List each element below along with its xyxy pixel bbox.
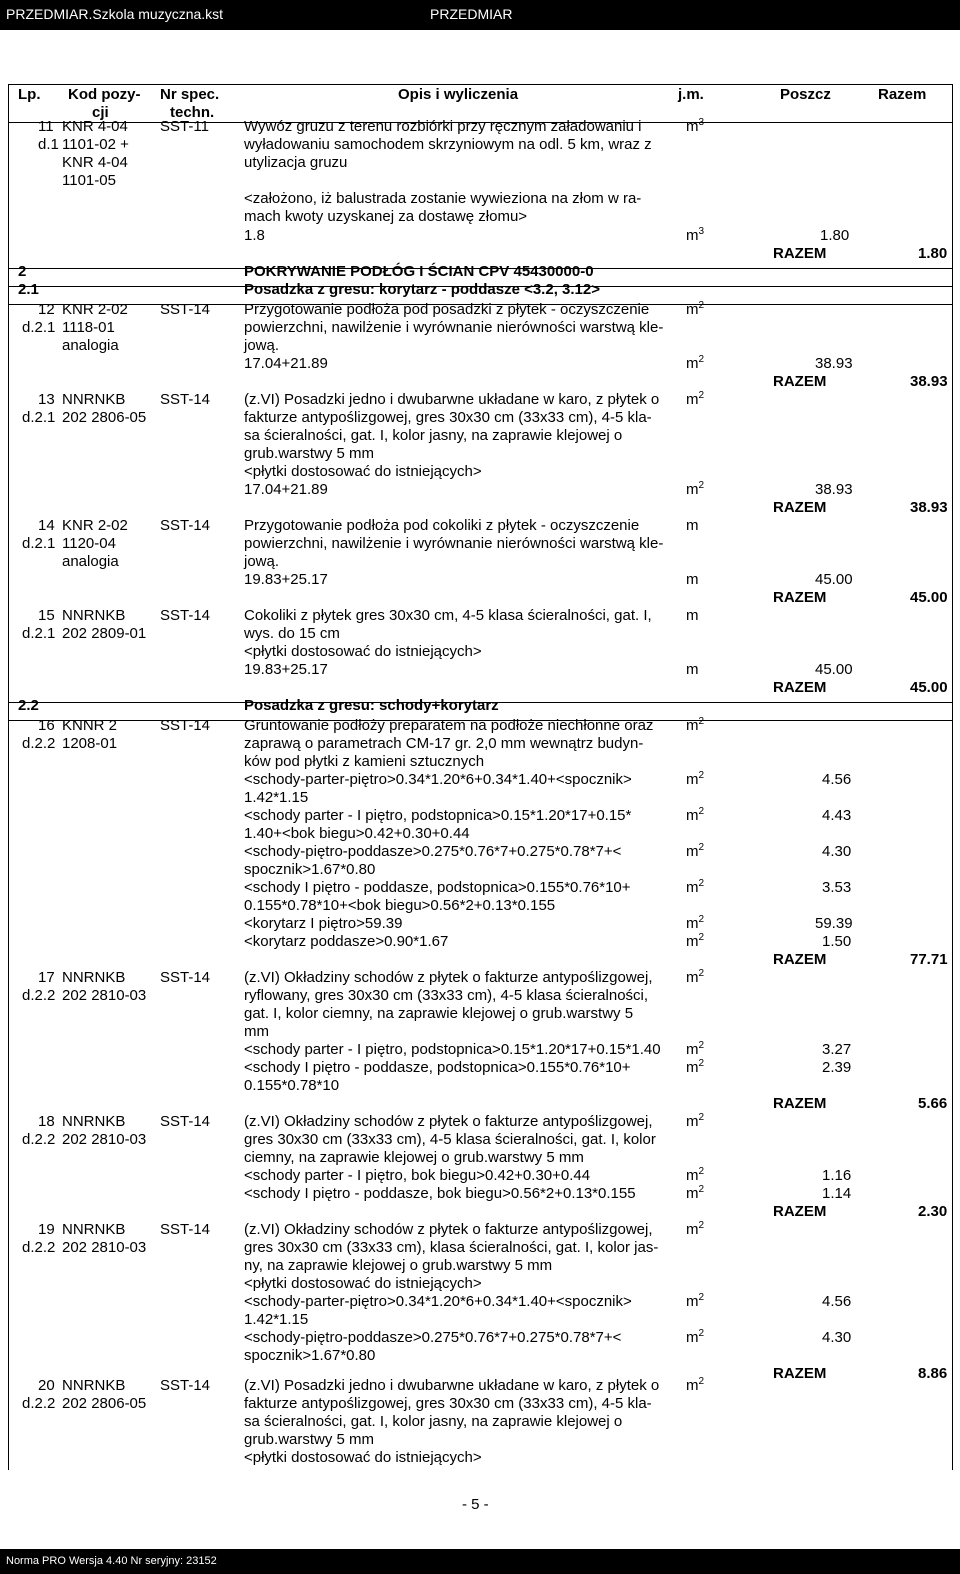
col-header-nr-line1: Nr spec. bbox=[160, 86, 220, 103]
text-run: Posadzka z gresu: schody+korytarz bbox=[244, 697, 499, 714]
text-run: mm bbox=[244, 1023, 269, 1040]
text-run: $m^2$ bbox=[686, 354, 705, 372]
text-run: <schody parter - I piętro, podstopnica>0.15*1.20*17+0.15* bbox=[244, 807, 632, 824]
text-run: NNRNKB bbox=[62, 1221, 126, 1238]
text-run: wys. do 15 cm bbox=[244, 625, 340, 642]
text-run: 16 bbox=[38, 717, 55, 734]
text-run: utylizacja gruzu bbox=[244, 154, 348, 171]
text-run: 17.04+21.89 bbox=[244, 481, 328, 498]
col-header-razem: Razem bbox=[878, 86, 927, 103]
text-run: SST-14 bbox=[160, 969, 211, 986]
text-run: m bbox=[686, 607, 699, 624]
text-run: d.1 bbox=[38, 136, 59, 153]
text-run: 3.27 bbox=[822, 1041, 852, 1058]
text-run: analogia bbox=[62, 553, 119, 570]
software-version-footer: Norma PRO Wersja 4.40 Nr seryjny: 23152 bbox=[6, 1555, 217, 1567]
text-run: 1120-04 bbox=[62, 535, 116, 552]
text-run: 2.1 bbox=[18, 281, 39, 298]
col-header-poszcz: Poszcz bbox=[780, 86, 831, 103]
text-run: SST-14 bbox=[160, 301, 211, 318]
text-run: <schody parter - I piętro, bok biegu>0.42+0.30+0.44 bbox=[244, 1167, 591, 1184]
text-run: 11 bbox=[38, 118, 54, 135]
text-run: 19.83+25.17 bbox=[244, 661, 328, 678]
razem-label: RAZEM bbox=[773, 679, 827, 696]
text-run: ciemny, na zaprawie klejowej o grub.warstwy 5 mm bbox=[244, 1149, 584, 1166]
text-run: <schody parter - I piętro, podstopnica>0.15*1.20*17+0.15*1.40 bbox=[244, 1041, 661, 1058]
text-run: 17 bbox=[38, 969, 55, 986]
text-run: grub.warstwy 5 mm bbox=[244, 445, 375, 462]
razem-label: RAZEM bbox=[773, 1365, 827, 1382]
text-run: 38.93 bbox=[815, 355, 853, 372]
col-header-lp: Lp. bbox=[18, 86, 41, 103]
text-run: 1.42*1.15 bbox=[244, 789, 309, 806]
text-run: NNRNKB bbox=[62, 607, 126, 624]
text-run: 14 bbox=[38, 517, 55, 534]
text-run: 1101-05 bbox=[62, 172, 116, 189]
text-run: $m^2$ bbox=[686, 716, 705, 734]
razem-label: RAZEM bbox=[773, 589, 827, 606]
text-run: $m^2$ bbox=[686, 914, 705, 932]
text-run: d.2.1 bbox=[22, 625, 56, 642]
text-run: 1.80 bbox=[820, 227, 850, 244]
text-run: 2.39 bbox=[822, 1059, 852, 1076]
text-run: KNNR 2 bbox=[62, 717, 118, 734]
text-run: Wywóz gruzu z terenu rozbiórki przy ręcznym załadowaniu i bbox=[244, 118, 642, 135]
text-run: jową. bbox=[244, 553, 280, 570]
text-run: sa ścieralności, gat. I, kolor jasny, na zaprawie klejowej o bbox=[244, 427, 623, 444]
text-run: 38.93 bbox=[910, 373, 948, 390]
text-run: SST-14 bbox=[160, 517, 211, 534]
text-run: Przygotowanie podłoża pod cokoliki z płytek - oczyszczenie bbox=[244, 517, 640, 534]
text-run: $m^3$ bbox=[686, 226, 705, 244]
text-run: gres 30x30 cm (33x33 cm), 4-5 klasa ścieralności, gat. I, kolor bbox=[244, 1131, 656, 1148]
text-run: SST-14 bbox=[160, 717, 211, 734]
text-run: $m^2$ bbox=[686, 1376, 705, 1394]
text-run: (z.VI) Okładziny schodów z płytek o fakturze antypoślizgowej, bbox=[244, 1221, 653, 1238]
text-run: d.2.2 bbox=[22, 1239, 56, 1256]
text-run: 0.155*0.78*10 bbox=[244, 1077, 340, 1094]
text-run: 3.53 bbox=[822, 879, 852, 896]
text-run: d.2.2 bbox=[22, 987, 56, 1004]
text-run: 15 bbox=[38, 607, 55, 624]
text-run: NNRNKB bbox=[62, 969, 126, 986]
text-run: <korytarz poddasze>0.90*1.67 bbox=[244, 933, 449, 950]
text-run: $m^2$ bbox=[686, 480, 705, 498]
text-run: <założono, iż balustrada zostanie wywieziona na złom w ra- bbox=[244, 190, 642, 207]
text-run: 202 2810-03 bbox=[62, 1239, 147, 1256]
text-run: 38.93 bbox=[815, 481, 853, 498]
text-run: 1101-02 + bbox=[62, 136, 129, 153]
text-run: 202 2810-03 bbox=[62, 987, 147, 1004]
text-run: $m^2$ bbox=[686, 770, 705, 788]
text-run: KNR 4-04 bbox=[62, 154, 128, 171]
text-run: Cokoliki z płytek gres 30x30 cm, 4-5 klasa ścieralności, gat. I, bbox=[244, 607, 652, 624]
table-top-rule bbox=[8, 84, 952, 85]
text-run: KNR 2-02 bbox=[62, 517, 128, 534]
text-run: $m^2$ bbox=[686, 1184, 705, 1202]
text-run: $m^3$ bbox=[686, 117, 705, 135]
text-run: $m^2$ bbox=[686, 968, 705, 986]
text-run: 202 2809-01 bbox=[62, 625, 147, 642]
text-run: 4.30 bbox=[822, 1329, 852, 1346]
text-run: $m^2$ bbox=[686, 300, 705, 318]
text-run: <schody I piętro - poddasze, podstopnica>0.155*0.76*10+ bbox=[244, 1059, 631, 1076]
text-run: mach kwoty uzyskanej za dostawę złomu> bbox=[244, 208, 528, 225]
text-run: spocznik>1.67*0.80 bbox=[244, 1347, 376, 1364]
page-number: - 5 - bbox=[462, 1496, 489, 1513]
text-run: sa ścieralności, gat. I, kolor jasny, na zaprawie klejowej o bbox=[244, 1413, 623, 1430]
text-run: 59.39 bbox=[815, 915, 853, 932]
text-run: KNR 4-04 bbox=[62, 118, 128, 135]
text-run: d.2.2 bbox=[22, 735, 56, 752]
text-run: POKRYWANIE PODŁÓG I ŚCIAN CPV 45430000-0 bbox=[244, 263, 594, 280]
text-run: ków pod płytki z kamieni sztucznych bbox=[244, 753, 485, 770]
text-run: 2.30 bbox=[918, 1203, 948, 1220]
text-run: $m^2$ bbox=[686, 1112, 705, 1130]
table-left-border bbox=[8, 84, 9, 1470]
text-run: $m^2$ bbox=[686, 932, 705, 950]
text-run: 1.14 bbox=[822, 1185, 852, 1202]
text-run: 19 bbox=[38, 1221, 55, 1238]
razem-label: RAZEM bbox=[773, 499, 827, 516]
text-run: SST-14 bbox=[160, 391, 211, 408]
text-run: $m^2$ bbox=[686, 1166, 705, 1184]
col-header-jm: j.m. bbox=[678, 86, 704, 103]
razem-label: RAZEM bbox=[773, 373, 827, 390]
text-run: NNRNKB bbox=[62, 1377, 126, 1394]
text-run: wyładowaniu samochodem skrzyniowym na odl. 5 km, wraz z bbox=[244, 136, 652, 153]
text-run: SST-14 bbox=[160, 1221, 211, 1238]
text-run: grub.warstwy 5 mm bbox=[244, 1431, 375, 1448]
text-run: (z.VI) Posadzki jedno i dwubarwne układane w karo, z płytek o bbox=[244, 1377, 660, 1394]
text-run: SST-14 bbox=[160, 607, 211, 624]
col-header-kod-line1: Kod pozy- bbox=[68, 86, 141, 103]
text-run: <schody I piętro - poddasze, bok biegu>0.56*2+0.13*0.155 bbox=[244, 1185, 636, 1202]
col-header-opis: Opis i wyliczenia bbox=[398, 86, 519, 103]
text-run: $m^2$ bbox=[686, 1328, 705, 1346]
text-run: jową. bbox=[244, 337, 280, 354]
text-run: d.2.1 bbox=[22, 319, 56, 336]
table-right-border bbox=[952, 84, 953, 1470]
text-run: $m^2$ bbox=[686, 1040, 705, 1058]
text-run: fakturze antypoślizgowej, gres 30x30 cm (33x33 cm), 4-5 kla- bbox=[244, 1395, 652, 1412]
text-run: 8.86 bbox=[918, 1365, 948, 1382]
text-run: 5.66 bbox=[918, 1095, 948, 1112]
text-run: SST-14 bbox=[160, 1377, 211, 1394]
text-run: KNR 2-02 bbox=[62, 301, 128, 318]
text-run: 45.00 bbox=[910, 589, 948, 606]
text-run: 45.00 bbox=[815, 661, 853, 678]
text-run: <schody I piętro - poddasze, podstopnica>0.155*0.76*10+ bbox=[244, 879, 631, 896]
text-run: d.2.1 bbox=[22, 535, 56, 552]
text-run: 18 bbox=[38, 1113, 55, 1130]
text-run: gat. I, kolor ciemny, na zaprawie klejowej o grub.warstwy 5 bbox=[244, 1005, 634, 1022]
razem-label: RAZEM bbox=[773, 1203, 827, 1220]
text-run: <schody-parter-piętro>0.34*1.20*6+0.34*1.40+<spocznik> bbox=[244, 771, 632, 788]
text-run: m bbox=[686, 571, 699, 588]
text-run: Posadzka z gresu: korytarz - poddasze <3.2, 3.12> bbox=[244, 281, 600, 298]
text-run: $m^2$ bbox=[686, 1058, 705, 1076]
text-run: $m^2$ bbox=[686, 806, 705, 824]
col-header-kod-line2: cji bbox=[92, 104, 109, 121]
text-run: <korytarz I piętro>59.39 bbox=[244, 915, 403, 932]
text-run: d.2.2 bbox=[22, 1131, 56, 1148]
text-run: NNRNKB bbox=[62, 1113, 126, 1130]
text-run: 38.93 bbox=[910, 499, 948, 516]
text-run: 13 bbox=[38, 391, 55, 408]
text-run: ny, na zaprawie klejowej o grub.warstwy 5 mm bbox=[244, 1257, 553, 1274]
text-run: 4.43 bbox=[822, 807, 852, 824]
razem-label: RAZEM bbox=[773, 951, 827, 968]
text-run: <schody-piętro-poddasze>0.275*0.76*7+0.275*0.78*7+< bbox=[244, 1329, 622, 1346]
text-run: zaprawą o parametrach CM-17 gr. 2,0 mm wewnątrz budyn- bbox=[244, 735, 644, 752]
text-run: <płytki dostosować do istniejących> bbox=[244, 463, 482, 480]
document-filename: PRZEDMIAR.Szkola muzyczna.kst bbox=[6, 6, 224, 22]
text-run: spocznik>1.67*0.80 bbox=[244, 861, 376, 878]
text-run: 0.155*0.78*10+<bok biegu>0.56*2+0.13*0.155 bbox=[244, 897, 556, 914]
text-run: 45.00 bbox=[815, 571, 853, 588]
text-run: 12 bbox=[38, 301, 55, 318]
text-run: (z.VI) Okładziny schodów z płytek o fakturze antypoślizgowej, bbox=[244, 1113, 653, 1130]
text-run: (z.VI) Posadzki jedno i dwubarwne układane w karo, z płytek o bbox=[244, 391, 660, 408]
text-run: 45.00 bbox=[910, 679, 948, 696]
text-run: NNRNKB bbox=[62, 391, 126, 408]
text-run: <schody-parter-piętro>0.34*1.20*6+0.34*1.40+<spocznik> bbox=[244, 1293, 632, 1310]
text-run: m bbox=[686, 661, 699, 678]
text-run: gres 30x30 cm (33x33 cm), klasa ścieralności, gat. I, kolor jas- bbox=[244, 1239, 659, 1256]
document-type-title: PRZEDMIAR bbox=[430, 6, 513, 22]
text-run: 202 2810-03 bbox=[62, 1131, 147, 1148]
text-run: 77.71 bbox=[910, 951, 948, 968]
text-run: 19.83+25.17 bbox=[244, 571, 328, 588]
text-run: 1208-01 bbox=[62, 735, 118, 752]
text-run: 4.56 bbox=[822, 771, 852, 788]
razem-label: RAZEM bbox=[773, 1095, 827, 1112]
bottom-footer-bar bbox=[0, 1549, 960, 1574]
text-run: powierzchni, nawilżenie i wyrównanie nierówności warstwą kle- bbox=[244, 535, 664, 552]
text-run: <schody-piętro-poddasze>0.275*0.76*7+0.275*0.78*7+< bbox=[244, 843, 622, 860]
text-run: 4.30 bbox=[822, 843, 852, 860]
text-run: ryflowany, gres 30x30 cm (33x33 cm), 4-5 klasa ścieralności, bbox=[244, 987, 649, 1004]
text-run: analogia bbox=[62, 337, 119, 354]
text-run: $m^2$ bbox=[686, 842, 705, 860]
text-run: Gruntowanie podłoży preparatem na podłoże niechłonne oraz bbox=[244, 717, 654, 734]
text-run: SST-14 bbox=[160, 1113, 211, 1130]
text-run: (z.VI) Okładziny schodów z płytek o fakturze antypoślizgowej, bbox=[244, 969, 653, 986]
text-run: d.2.1 bbox=[22, 409, 56, 426]
text-run: 1.16 bbox=[822, 1167, 852, 1184]
text-run: SST-11 bbox=[160, 118, 209, 135]
text-run: Przygotowanie podłoża pod posadzki z płytek - oczyszczenie bbox=[244, 301, 650, 318]
text-run: 202 2806-05 bbox=[62, 1395, 147, 1412]
text-run: m bbox=[686, 517, 699, 534]
text-run: 202 2806-05 bbox=[62, 409, 147, 426]
text-run: $m^2$ bbox=[686, 878, 705, 896]
text-run: 1118-01 bbox=[62, 319, 115, 336]
text-run: 4.56 bbox=[822, 1293, 852, 1310]
text-run: <płytki dostosować do istniejących> bbox=[244, 1275, 482, 1292]
text-run: 20 bbox=[38, 1377, 55, 1394]
text-run: $m^2$ bbox=[686, 1220, 705, 1238]
razem-label: RAZEM bbox=[773, 245, 827, 262]
text-run: 1.42*1.15 bbox=[244, 1311, 309, 1328]
text-run: 2.2 bbox=[18, 697, 39, 714]
text-run: d.2.2 bbox=[22, 1395, 56, 1412]
text-run: $m^2$ bbox=[686, 390, 705, 408]
text-run: fakturze antypoślizgowej, gres 30x30 cm (33x33 cm), 4-5 kla- bbox=[244, 409, 652, 426]
text-run: powierzchni, nawilżenie i wyrównanie nierówności warstwą kle- bbox=[244, 319, 664, 336]
text-run: <płytki dostosować do istniejących> bbox=[244, 1449, 482, 1466]
text-run: 2 bbox=[18, 263, 27, 280]
text-run: 17.04+21.89 bbox=[244, 355, 328, 372]
col-header-nr-line2: techn. bbox=[170, 104, 215, 121]
text-run: <płytki dostosować do istniejących> bbox=[244, 643, 482, 660]
text-run: $m^2$ bbox=[686, 1292, 705, 1310]
text-run: 1.8 bbox=[244, 227, 265, 244]
text-run: 1.50 bbox=[822, 933, 852, 950]
text-run: 1.40+<bok biegu>0.42+0.30+0.44 bbox=[244, 825, 470, 842]
text-run: 1.80 bbox=[918, 245, 948, 262]
